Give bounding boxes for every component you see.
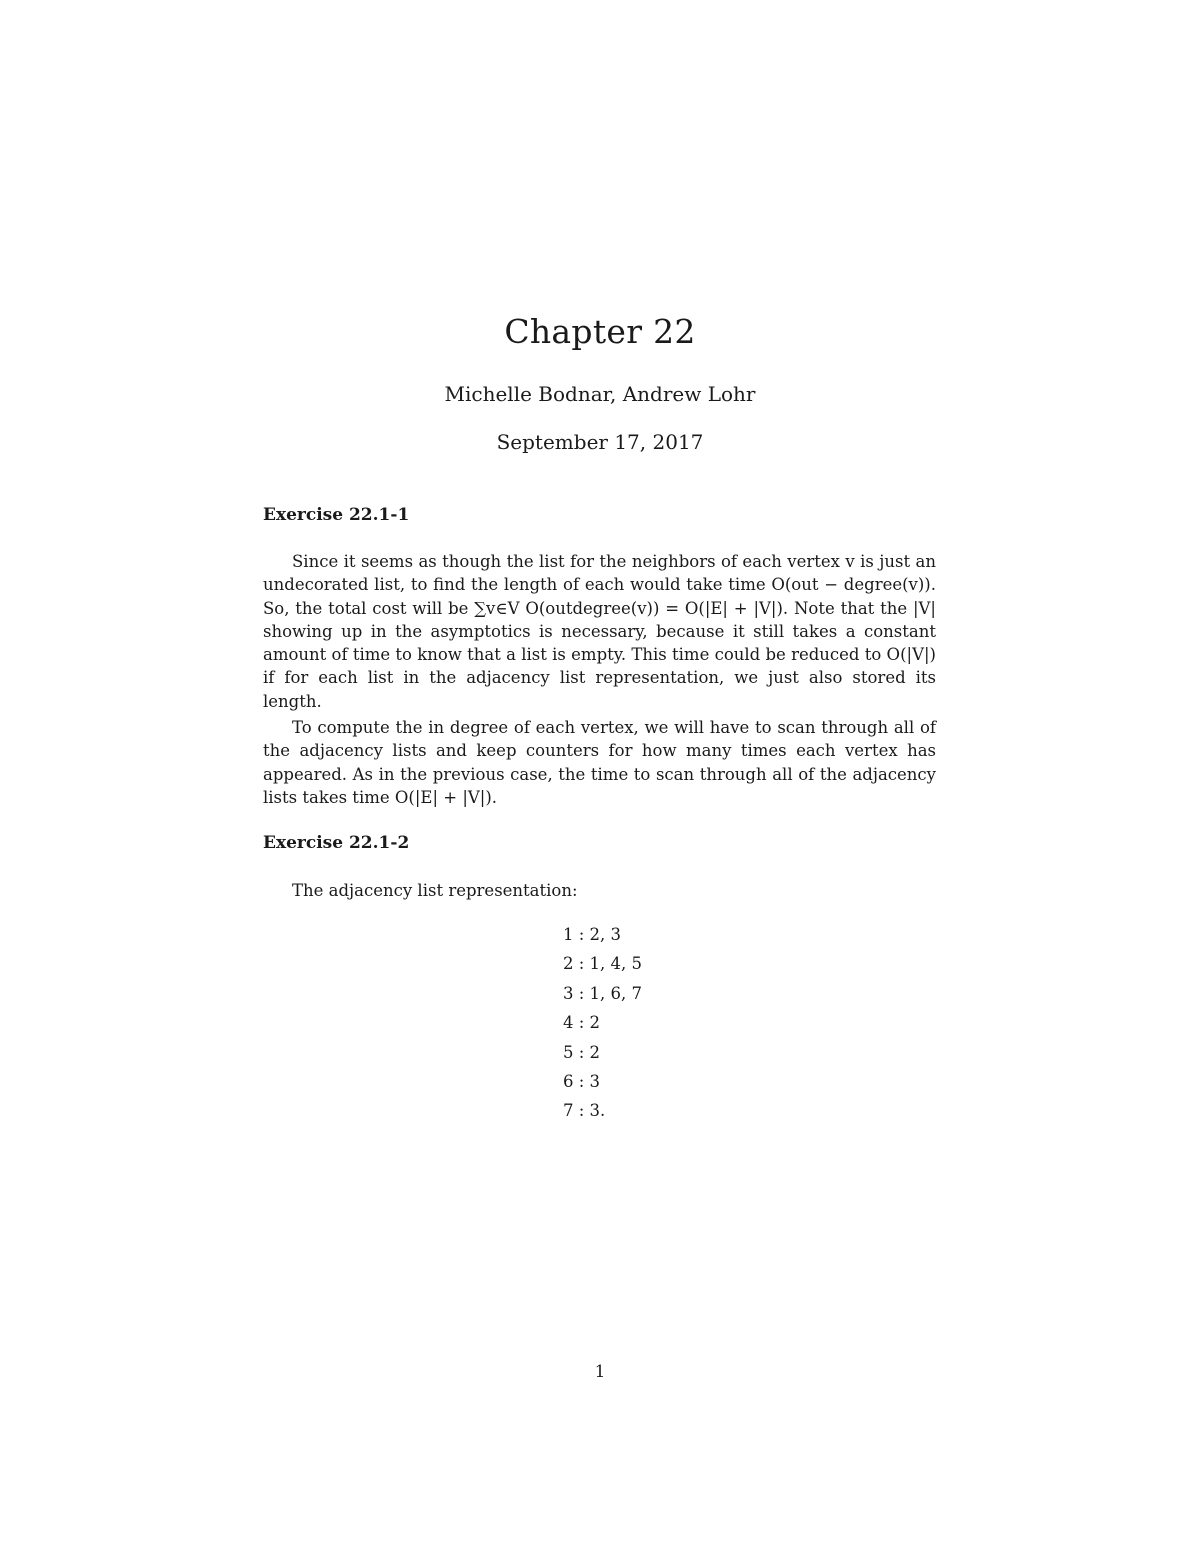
paragraph: Since it seems as though the list for the neighbors of each vertex v is just an undecorated list, to find the length of each would take time O(out − degree(v)). So, the total cost will be ∑v∈V O(outdegree(v)) = O(|E| + |V|). Note that the |V| showing up in the asymptotics is necessary, because it still takes a constant amount of time to know that a list is empty. This time could be reduced to O(|V|) if for each list in the adjacency list representation, we just also stored its length. (263, 552, 936, 711)
page-number: 1 (594, 1362, 606, 1381)
adjacency-list-entry: 6 : 3 (563, 1071, 601, 1091)
date-line: September 17, 2017 (496, 430, 704, 454)
adjacency-list-entry: 4 : 2 (563, 1013, 601, 1033)
authors-line: Michelle Bodnar, Andrew Lohr (444, 382, 756, 406)
adjacency-list-entry: 3 : 1, 6, 7 (563, 983, 643, 1003)
adjacency-list-entry: 5 : 2 (563, 1042, 601, 1062)
adjacency-list-entry: 7 : 3. (563, 1101, 606, 1121)
section-heading-exercise-22-1-1: Exercise 22.1-1 (263, 505, 410, 525)
section-heading-exercise-22-1-2: Exercise 22.1-2 (263, 833, 410, 853)
chapter-title: Chapter 22 (504, 312, 696, 351)
adjacency-list-entry: 2 : 1, 4, 5 (563, 954, 643, 974)
adjacency-list (563, 920, 642, 1126)
paragraph: The adjacency list representation: (292, 881, 578, 900)
paragraph: To compute the in degree of each vertex, we will have to scan through all of the adjacency lists and keep counters for how many times each vertex has appeared. As in the previous case, the time to scan through all of the adjacency lists takes time O(|E| + |V|). (263, 718, 936, 807)
adjacency-list-entry: 1 : 2, 3 (563, 925, 622, 944)
